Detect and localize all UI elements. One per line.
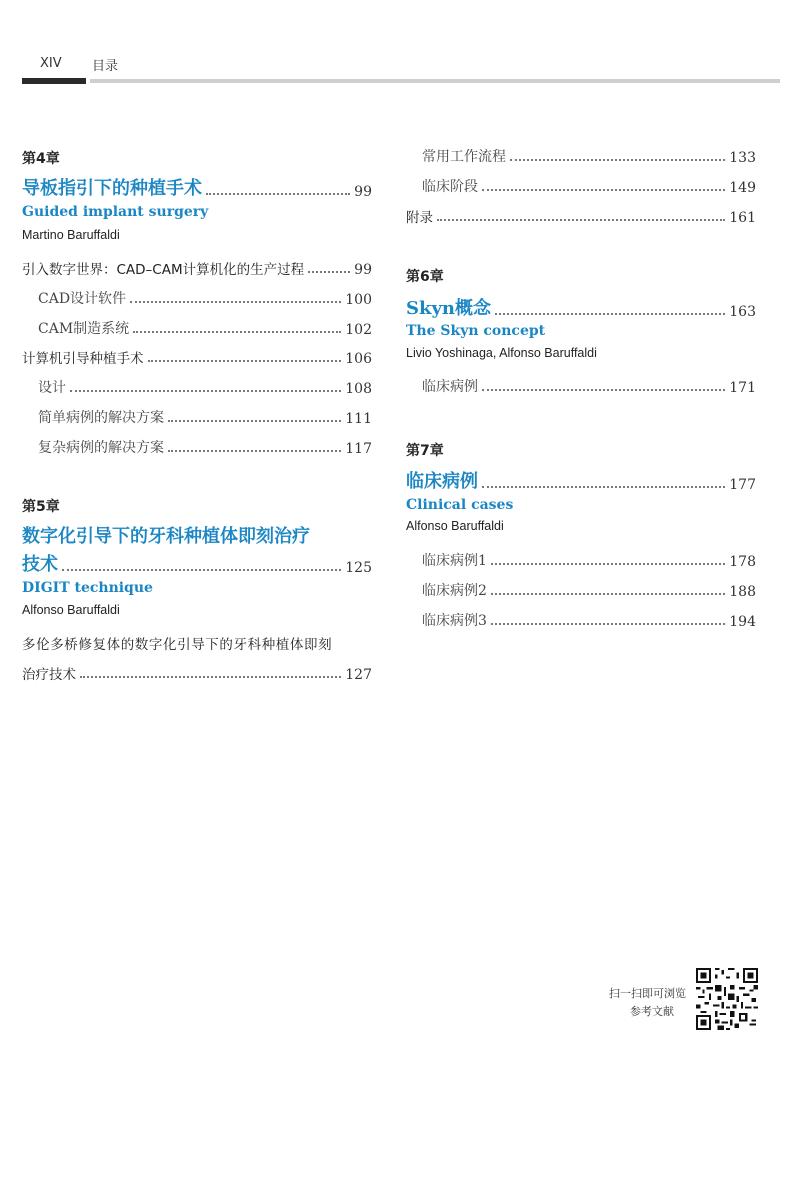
toc-entry-page: 133: [729, 150, 756, 166]
toc-entry-title: 设计: [38, 380, 66, 396]
chapter5-title-line1: 数字化引导下的牙科种植体即刻治疗: [22, 526, 310, 547]
toc-entry-page: 171: [729, 380, 756, 396]
leader-dots: [168, 450, 341, 452]
toc-entry-page: 111: [345, 411, 372, 427]
toc-entry[interactable]: [422, 610, 756, 630]
chapter6-title-entry[interactable]: [406, 294, 756, 320]
toc-entry[interactable]: [406, 206, 756, 226]
toc-entry-page: 161: [729, 210, 756, 226]
toc-entry-title: 复杂病例的解决方案: [38, 440, 164, 456]
toc-entry[interactable]: [422, 376, 756, 396]
toc-entry-page: 99: [354, 262, 372, 278]
leader-dots: [437, 219, 725, 221]
leader-dots: [510, 159, 725, 161]
qr-code-icon[interactable]: [696, 968, 758, 1030]
toc-entry-page: 178: [729, 554, 756, 570]
toc-entry-title: 临床阶段: [422, 179, 478, 195]
qr-caption-line2: 参考文献: [630, 1005, 674, 1018]
toc-entry[interactable]: [22, 347, 372, 367]
chapter5-english-title: DIGIT technique: [22, 580, 153, 596]
toc-entry-title: 附录: [406, 210, 433, 226]
chapter5-number: 第5章: [22, 499, 60, 515]
leader-dots: [495, 313, 725, 315]
leader-dots: [482, 389, 725, 391]
chapter4-title: 导板指引下的种植手术: [22, 178, 202, 199]
toc-entry-page: 117: [345, 441, 372, 457]
toc-entry[interactable]: [422, 550, 756, 570]
toc-entry-page: 102: [345, 322, 372, 338]
chapter5-title-entry[interactable]: [22, 550, 372, 576]
toc-entry-title: CAD设计软件: [38, 291, 127, 307]
toc-entry[interactable]: [422, 580, 756, 600]
chapter6-author: Livio Yoshinaga, Alfonso Baruffaldi: [406, 346, 597, 360]
chapter6-number: 第6章: [406, 269, 444, 285]
toc-entry-page: 106: [345, 351, 372, 367]
chapter7-title: 临床病例: [406, 471, 478, 492]
leader-dots: [62, 569, 341, 571]
toc-entry[interactable]: [38, 318, 372, 338]
header-bar-light: [90, 79, 780, 83]
toc-entry-title: 常用工作流程: [422, 149, 506, 165]
leader-dots: [491, 593, 725, 595]
leader-dots: [491, 563, 725, 565]
toc-entry-title: 临床病例3: [422, 613, 487, 629]
toc-entry-title: 临床病例: [422, 379, 478, 395]
toc-entry-title: CAM制造系统: [38, 321, 130, 337]
header-bar-dark: [22, 78, 86, 84]
chapter6-english-title: The Skyn concept: [406, 323, 546, 339]
toc-entry[interactable]: [38, 288, 372, 308]
chapter7-title-entry[interactable]: [406, 467, 756, 493]
leader-dots: [168, 420, 341, 422]
toc-entry[interactable]: [22, 663, 372, 683]
leader-dots: [133, 331, 341, 333]
chapter4-author: Martino Baruffaldi: [22, 228, 120, 242]
leader-dots: [482, 486, 725, 488]
header-title: 目录: [92, 59, 119, 74]
chapter4-english-title: Guided implant surgery: [22, 204, 209, 220]
chapter4-title-page: 99: [354, 184, 372, 200]
toc-entry[interactable]: [422, 146, 756, 166]
toc-entry-page: 149: [729, 180, 756, 196]
chapter5-title-page: 125: [345, 560, 372, 576]
leader-dots: [130, 301, 341, 303]
chapter6-title-page: 163: [729, 304, 756, 320]
chapter5-title: 技术: [22, 554, 58, 575]
toc-entry[interactable]: [38, 437, 372, 457]
toc-entry-title: 简单病例的解决方案: [38, 410, 164, 426]
chapter7-english-title: Clinical cases: [406, 497, 514, 513]
chapter4-title-entry[interactable]: [22, 174, 372, 200]
toc-entry-page: 100: [345, 292, 372, 308]
toc-entry-title: 治疗技术: [22, 667, 76, 683]
toc-entry-title: 临床病例1: [422, 553, 487, 569]
leader-dots: [70, 390, 341, 392]
toc-entry[interactable]: [422, 176, 756, 196]
chapter5-author: Alfonso Baruffaldi: [22, 603, 120, 617]
leader-dots: [482, 189, 725, 191]
chapter6-title: Skyn概念: [406, 298, 492, 319]
leader-dots: [148, 360, 342, 362]
leader-dots: [491, 623, 725, 625]
chapter7-author: Alfonso Baruffaldi: [406, 519, 504, 533]
chapter5-entry-line1: 多伦多桥修复体的数字化引导下的牙科种植体即刻: [22, 637, 333, 653]
leader-dots: [80, 676, 341, 678]
page-number-label: XIV: [40, 56, 62, 71]
toc-entry-page: 108: [345, 381, 372, 397]
leader-dots: [308, 271, 350, 273]
chapter7-number: 第7章: [406, 443, 444, 459]
leader-dots: [206, 193, 350, 195]
toc-entry-title: 引入数字世界：CAD–CAM计算机化的生产过程: [22, 262, 305, 278]
chapter4-number: 第4章: [22, 151, 60, 167]
toc-entry-page: 188: [729, 584, 756, 600]
toc-entry[interactable]: [38, 407, 372, 427]
toc-entry-page: 194: [729, 614, 756, 630]
toc-entry-title: 临床病例2: [422, 583, 487, 599]
toc-entry[interactable]: [22, 258, 372, 278]
toc-entry[interactable]: [38, 377, 372, 397]
toc-entry-title: 计算机引导种植手术: [22, 351, 144, 367]
chapter7-title-page: 177: [729, 477, 756, 493]
toc-entry-page: 127: [345, 667, 372, 683]
qr-caption-line1: 扫一扫即可浏览: [609, 987, 686, 1000]
